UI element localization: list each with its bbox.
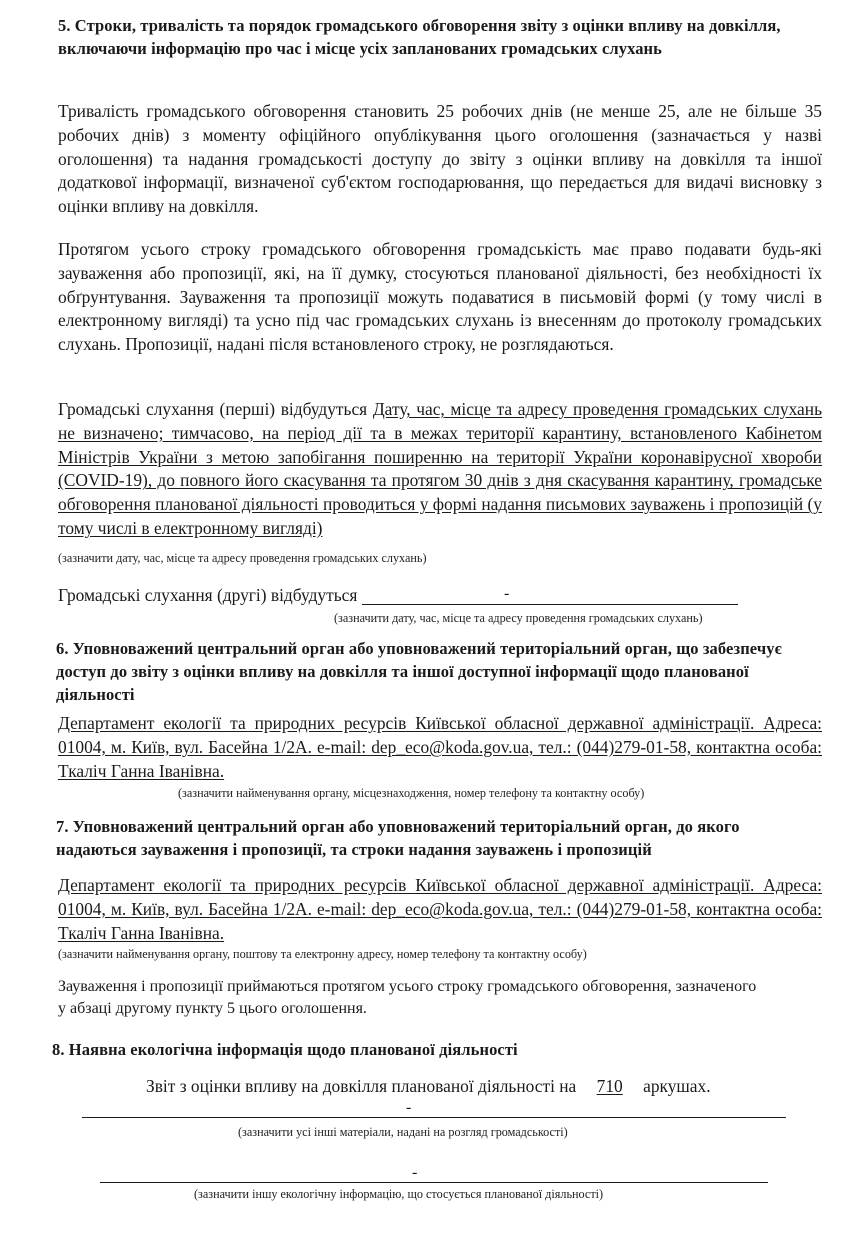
hearing-2-dash: - [504, 585, 510, 602]
hearing-1-note: (зазначити дату, час, місце та адресу проведення громадських слухань) [58, 551, 427, 565]
hearing-2-blank-line [362, 604, 738, 605]
section-5-paragraph-rights: Протягом усього строку громадського обговорення громадськість має право подавати будь-які зауваження або пропозиції, які, на її думку, стосуються планованої діяльності, без необхідності їх обґрунтування. Зауваження та пропозиції можуть подаватися в письмовій формі (у тому числі в електронному вигляді) та усно під час громадських слухань із внесенням до протоколу громадських слухань. Пропозиції, надані після встановленого строку, не розглядаються. [58, 239, 822, 355]
hearing-1-paragraph [58, 398, 822, 541]
eco-info-note: (зазначити іншу екологічну інформацію, що стосується планованої діяльності) [194, 1187, 604, 1201]
section-7-note: (зазначити найменування органу, поштову та електронну адресу, номер телефону та контактну особу) [58, 947, 587, 961]
materials-blank-line [82, 1117, 786, 1118]
section-7-remarks: Зауваження і пропозиції приймаються протягом усього строку громадського обговорення, зазначеного у абзаці другому пункту 5 цього оголошення. [58, 978, 757, 1017]
section-6-note: (зазначити найменування органу, місцезнаходження, номер телефону та контактну особу) [178, 786, 645, 800]
eco-info-dash: - [412, 1164, 418, 1181]
materials-dash: - [406, 1099, 412, 1116]
materials-note: (зазначити усі інші матеріали, надані на розгляд громадськості) [238, 1125, 568, 1139]
report-pages-count: 710 [596, 1076, 623, 1096]
hearing-1-prefix: Громадські слухання (перші) відбудуться [58, 399, 368, 419]
section-5-paragraph-duration: Тривалість громадського обговорення становить 25 робочих днів (не менше 25, але не більше 35 робочих днів) з моменту офіційного опублікування цього оголошення (зазначається у назві оголошення) та надання громадськості доступу до звіту з оцінки впливу на довкілля та іншої додаткової інформації, визначеної суб'єктом господарювання, що передається для видачі висновку з оцінки впливу на довкілля. [58, 101, 822, 217]
section-7-body: Департамент екології та природних ресурсів Київської обласної державної адміністрації. Адреса: 01004, м. Київ, вул. Басейна 1/2А. e-mail: dep_eco@koda.gov.ua, тел.: (044)279-01-58, контактна особа: Ткаліч Ганна Іванівна. [58, 875, 822, 943]
report-suffix: аркушах. [643, 1076, 711, 1096]
hearing-2-prefix: Громадські слухання (другі) відбудуться [58, 585, 358, 605]
section-8-heading: 8. Наявна екологічна інформація щодо планованої діяльності [52, 1040, 518, 1059]
hearing-1-details: Дату, час, місце та адресу проведення громадських слухань не визначено; тимчасово, на період дії та в межах території карантину, встановленого Кабінетом Міністрів України з метою запобігання поширенню на території України коронавірусної хвороби (COVID-19), до повного його скасування та протягом 30 днів з дня скасування карантину, громадське обговорення планованої діяльності проводиться у формі надання письмових зауважень і пропозицій (у тому числі в електронному вигляді) [58, 399, 822, 538]
report-prefix: Звіт з оцінки впливу на довкілля планованої діяльності на [146, 1076, 577, 1096]
eco-info-blank-line [100, 1182, 768, 1183]
report-line [146, 1075, 711, 1099]
section-7-heading: 7. Уповноважений центральний орган або уповноважений територіальний орган, до якого надаються зауваження і пропозиції, та строки надання зауважень і пропозицій [56, 817, 740, 859]
hearing-2-note: (зазначити дату, час, місце та адресу проведення громадських слухань) [334, 611, 703, 625]
section-6-body: Департамент екології та природних ресурсів Київської обласної державної адміністрації. Адреса: 01004, м. Київ, вул. Басейна 1/2А. e-mail: dep_eco@koda.gov.ua, тел.: (044)279-01-58, контактна особа: Ткаліч Ганна Іванівна. [58, 713, 822, 781]
section-5-heading: 5. Строки, тривалість та порядок громадського обговорення звіту з оцінки впливу на довкілля, включаючи інформацію про час і місце усіх запланованих громадських слухань [58, 16, 781, 58]
section-6-heading: 6. Уповноважений центральний орган або уповноважений територіальний орган, що забезпечує доступ до звіту з оцінки впливу на довкілля та іншої доступної інформації щодо планованої діяльності [56, 639, 782, 704]
